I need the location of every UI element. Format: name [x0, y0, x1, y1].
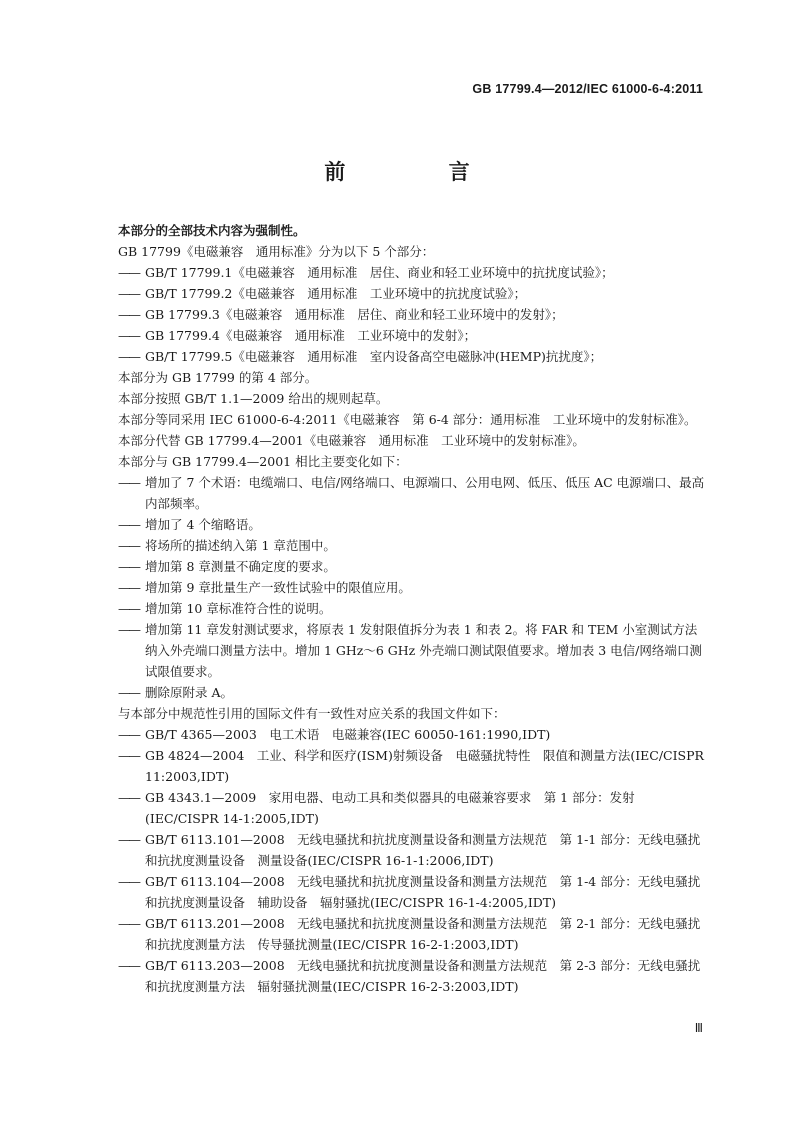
dash-marker: —— [118, 727, 139, 742]
list-item [118, 346, 708, 367]
list-item-text: 增加第 9 章批量生产一致性试验中的限值应用。 [145, 580, 411, 595]
list-item-text: 增加第 11 章发射测试要求，将原表 1 发射限值拆分为表 1 和表 2。将 FAR 和 TEM 小室测试方法纳入外壳端口测量方法中。增加 1 GHz～6 GHz 外壳端口测试限值要求。增加表 3 电信/网络端口测试限值要求。 [145, 622, 702, 679]
changes-list [118, 472, 708, 703]
dash-marker: —— [118, 748, 139, 763]
list-item [118, 514, 708, 535]
parts-list [118, 262, 708, 367]
list-item-text: GB 4824—2004 工业、科学和医疗(ISM)射频设备 电磁骚扰特性 限值和测量方法(IEC/CISPR 11:2003,IDT) [145, 748, 704, 784]
foreword-body [118, 220, 708, 997]
list-item [118, 619, 708, 682]
list-item [118, 577, 708, 598]
list-item-text: GB/T 6113.201—2008 无线电骚扰和抗扰度测量设备和测量方法规范 第 2-1 部分：无线电骚扰和抗扰度测量方法 传导骚扰测量(IEC/CISPR 16-2-1:2003,IDT) [145, 916, 701, 952]
list-item [118, 913, 708, 955]
dash-marker: —— [118, 349, 139, 364]
dash-marker: —— [118, 685, 139, 700]
dash-marker: —— [118, 517, 139, 532]
list-item-text: 增加第 10 章标准符合性的说明。 [145, 601, 332, 616]
list-item-text: GB 17799.4《电磁兼容 通用标准 工业环境中的发射》； [145, 328, 477, 343]
dash-marker: —— [118, 307, 139, 322]
list-item [118, 283, 708, 304]
list-item-text: 增加了 4 个缩略语。 [145, 517, 261, 532]
list-item-text: GB 17799.3《电磁兼容 通用标准 居住、商业和轻工业环境中的发射》； [145, 307, 564, 322]
list-item-text: GB/T 4365—2003 电工术语 电磁兼容(IEC 60050-161:1990,IDT) [145, 727, 551, 742]
list-item-text: 删除原附录 A。 [145, 685, 234, 700]
list-item [118, 262, 708, 283]
dash-marker: —— [118, 538, 139, 553]
list-item [118, 829, 708, 871]
dash-marker: —— [118, 286, 139, 301]
dash-marker: —— [118, 328, 139, 343]
dash-marker: —— [118, 475, 139, 490]
drafting-rule-statement: 本部分按照 GB/T 1.1—2009 给出的规则起草。 [118, 391, 389, 406]
parts-intro: GB 17799《电磁兼容 通用标准》分为以下 5 个部分： [118, 244, 435, 259]
dash-marker: —— [118, 874, 139, 889]
list-item [118, 871, 708, 913]
dash-marker: —— [118, 916, 139, 931]
list-item [118, 556, 708, 577]
list-item-text: GB/T 6113.104—2008 无线电骚扰和抗扰度测量设备和测量方法规范 第 1-4 部分：无线电骚扰和抗扰度测量设备 辅助设备 辐射骚扰(IEC/CISPR 16-1-4:2005,IDT) [145, 874, 701, 910]
dash-marker: —— [118, 958, 139, 973]
replacement-statement: 本部分代替 GB 17799.4—2001《电磁兼容 通用标准 工业环境中的发射标准》。 [118, 433, 585, 448]
list-item [118, 955, 708, 997]
list-item [118, 682, 708, 703]
dash-marker: —— [118, 559, 139, 574]
list-item-text: GB/T 6113.203—2008 无线电骚扰和抗扰度测量设备和测量方法规范 第 2-3 部分：无线电骚扰和抗扰度测量方法 辐射骚扰测量(IEC/CISPR 16-2-3:2003,IDT) [145, 958, 701, 994]
changes-intro: 本部分与 GB 17799.4—2001 相比主要变化如下： [118, 454, 408, 469]
page-title: 前 言 [324, 160, 518, 184]
list-item-text: 增加第 8 章测量不确定度的要求。 [145, 559, 336, 574]
list-item-text: 将场所的描述纳入第 1 章范围中。 [145, 538, 336, 553]
list-item-text: GB 4343.1—2009 家用电器、电动工具和类似器具的电磁兼容要求 第 1 部分：发射(IEC/CISPR 14-1:2005,IDT) [145, 790, 635, 826]
list-item [118, 535, 708, 556]
dash-marker: —— [118, 580, 139, 595]
list-item [118, 472, 708, 514]
list-item [118, 724, 708, 745]
dash-marker: —— [118, 790, 139, 805]
list-item-text: GB/T 6113.101—2008 无线电骚扰和抗扰度测量设备和测量方法规范 第 1-1 部分：无线电骚扰和抗扰度测量设备 测量设备(IEC/CISPR 16-1-1:2006,IDT) [145, 832, 701, 868]
mandatory-statement: 本部分的全部技术内容为强制性。 [118, 223, 306, 238]
dash-marker: —— [118, 601, 139, 616]
list-item [118, 325, 708, 346]
adoption-statement: 本部分等同采用 IEC 61000-6-4:2011《电磁兼容 第 6-4 部分：通用标准 工业环境中的发射标准》。 [118, 412, 697, 427]
list-item-text: GB/T 17799.2《电磁兼容 通用标准 工业环境中的抗扰度试验》； [145, 286, 527, 301]
document-code-header: GB 17799.4—2012/IEC 61000-6-4:2011 [472, 82, 703, 96]
dash-marker: —— [118, 265, 139, 280]
references-list [118, 724, 708, 997]
list-item-text: GB/T 17799.1《电磁兼容 通用标准 居住、商业和轻工业环境中的抗扰度试验》； [145, 265, 614, 280]
list-item [118, 787, 708, 829]
list-item [118, 304, 708, 325]
list-item-text: 增加了 7 个术语：电缆端口、电信/网络端口、电源端口、公用电网、低压、低压 AC 电源端口、最高内部频率。 [145, 475, 705, 511]
dash-marker: —— [118, 832, 139, 847]
references-intro: 与本部分中规范性引用的国际文件有一致性对应关系的我国文件如下： [118, 706, 506, 721]
list-item [118, 745, 708, 787]
list-item-text: GB/T 17799.5《电磁兼容 通用标准 室内设备高空电磁脉冲(HEMP)抗扰度》； [145, 349, 603, 364]
list-item [118, 598, 708, 619]
part-number-statement: 本部分为 GB 17799 的第 4 部分。 [118, 370, 318, 385]
page-number: Ⅲ [694, 1021, 703, 1035]
dash-marker: —— [118, 622, 139, 637]
